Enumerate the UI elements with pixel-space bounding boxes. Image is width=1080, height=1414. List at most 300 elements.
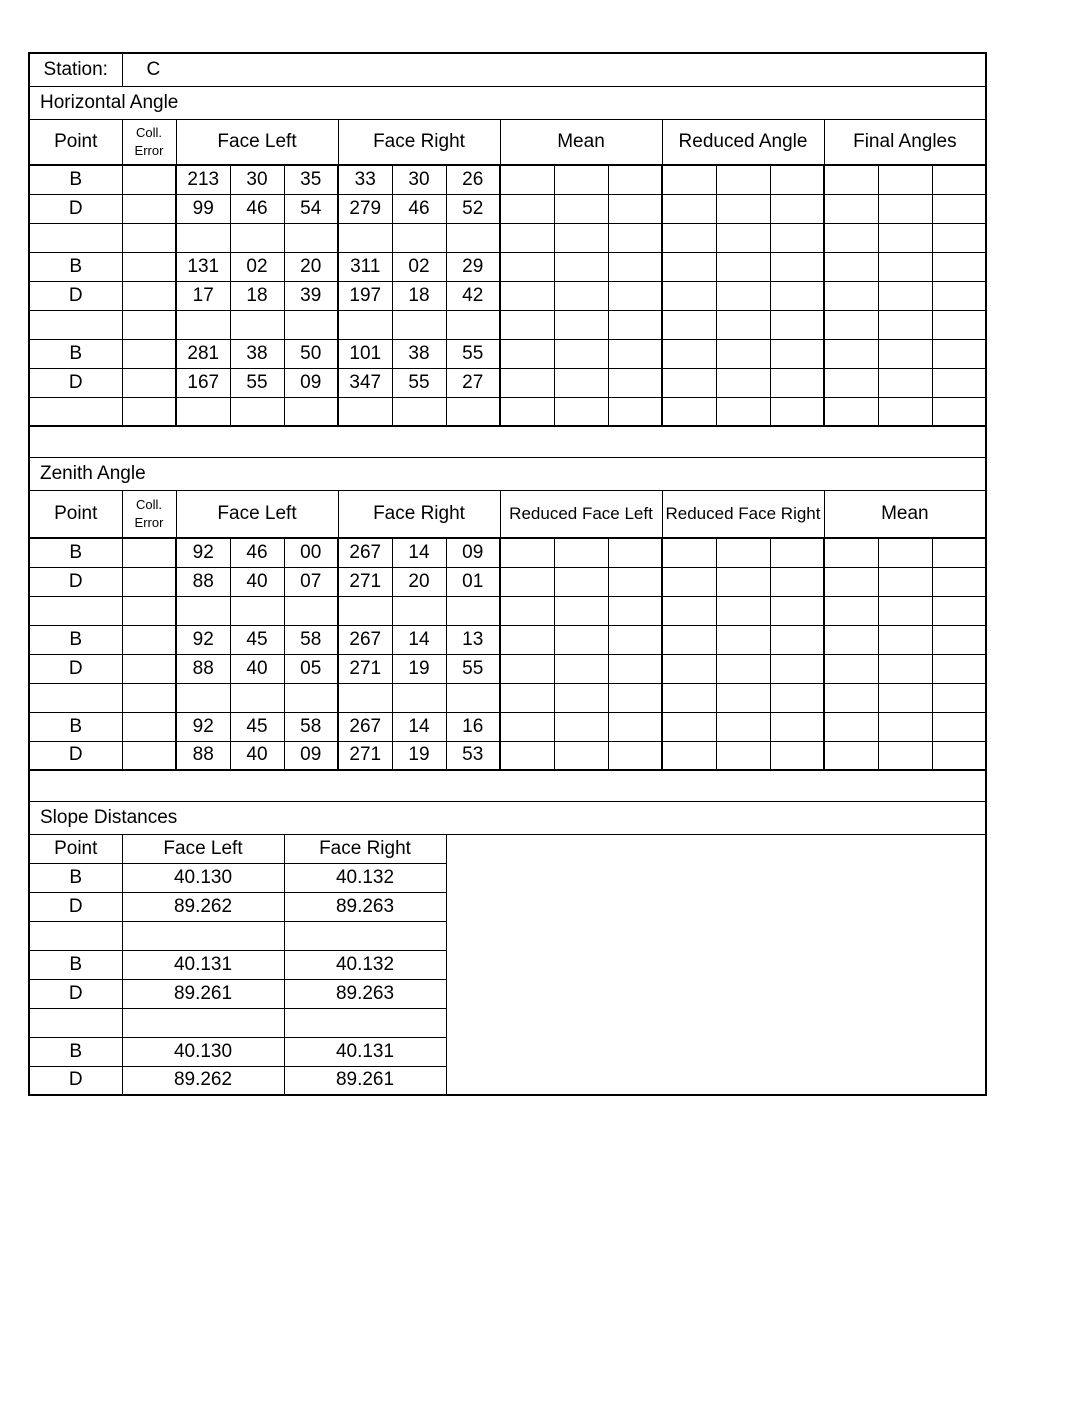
h-blank-cell — [554, 252, 608, 281]
z-blank-cell — [878, 538, 932, 567]
z-blank-cell — [932, 538, 986, 567]
z-blank-cell — [554, 712, 608, 741]
h-blank-cell — [608, 165, 662, 194]
h-face-right-cell — [392, 397, 446, 426]
h-table-row — [29, 281, 986, 310]
z-point-cell — [29, 596, 122, 625]
z-blank-cell — [662, 567, 716, 596]
z-blank-cell — [932, 625, 986, 654]
h-blank-cell — [716, 252, 770, 281]
h-face-left-cell: 281 — [176, 339, 230, 368]
z-coll-error-cell — [122, 567, 176, 596]
z-table-row — [29, 741, 986, 770]
z-face-left-cell: 05 — [284, 654, 338, 683]
z-face-right-cell: 01 — [446, 567, 500, 596]
z-face-right-cell: 267 — [338, 538, 392, 567]
h-face-right-cell: 55 — [392, 368, 446, 397]
h-face-left-cell — [230, 310, 284, 339]
z-blank-cell — [770, 654, 824, 683]
z-face-left-cell — [230, 683, 284, 712]
z-blank-cell — [500, 625, 554, 654]
h-face-right-cell: 46 — [392, 194, 446, 223]
z-face-right-cell: 55 — [446, 654, 500, 683]
h-face-right-cell — [338, 223, 392, 252]
z-face-left-cell — [176, 596, 230, 625]
h-face-right-cell: 197 — [338, 281, 392, 310]
h-blank-cell — [716, 281, 770, 310]
z-blank-cell — [608, 538, 662, 567]
h-header-mean: Mean — [500, 119, 662, 165]
h-blank-cell — [554, 310, 608, 339]
z-blank-cell — [878, 596, 932, 625]
h-header-final-angles: Final Angles — [824, 119, 986, 165]
z-blank-cell — [878, 625, 932, 654]
z-coll-error-cell — [122, 596, 176, 625]
s-point-cell: D — [29, 979, 122, 1008]
h-face-right-cell: 38 — [392, 339, 446, 368]
s-face-left-cell: 40.130 — [122, 1037, 284, 1066]
z-face-left-cell: 45 — [230, 712, 284, 741]
h-table-row — [29, 339, 986, 368]
h-face-left-cell: 213 — [176, 165, 230, 194]
s-face-left-cell — [122, 1008, 284, 1037]
z-face-left-cell: 09 — [284, 741, 338, 770]
h-face-left-cell: 02 — [230, 252, 284, 281]
z-face-right-cell: 20 — [392, 567, 446, 596]
h-blank-cell — [716, 165, 770, 194]
h-blank-cell — [824, 252, 878, 281]
h-table-row — [29, 165, 986, 194]
s-face-right-cell — [284, 1008, 446, 1037]
z-face-right-cell: 13 — [446, 625, 500, 654]
h-header-coll-error: Coll. Error — [122, 119, 176, 165]
h-blank-cell — [824, 339, 878, 368]
z-blank-cell — [716, 596, 770, 625]
h-face-left-cell: 30 — [230, 165, 284, 194]
h-blank-cell — [500, 339, 554, 368]
z-blank-cell — [662, 741, 716, 770]
h-blank-cell — [770, 397, 824, 426]
s-face-left-cell: 89.261 — [122, 979, 284, 1008]
h-blank-cell — [662, 310, 716, 339]
h-blank-cell — [662, 368, 716, 397]
h-face-left-cell: 09 — [284, 368, 338, 397]
s-header-face-left: Face Left — [122, 834, 284, 863]
h-blank-cell — [500, 281, 554, 310]
h-blank-cell — [932, 252, 986, 281]
z-face-left-cell: 40 — [230, 654, 284, 683]
h-table-row — [29, 252, 986, 281]
s-point-cell: B — [29, 863, 122, 892]
h-face-right-cell — [392, 310, 446, 339]
h-blank-cell — [824, 368, 878, 397]
z-blank-cell — [824, 625, 878, 654]
z-blank-cell — [554, 741, 608, 770]
z-blank-cell — [878, 741, 932, 770]
z-blank-cell — [662, 625, 716, 654]
z-face-right-cell: 19 — [392, 654, 446, 683]
h-blank-cell — [716, 310, 770, 339]
z-face-right-cell: 271 — [338, 741, 392, 770]
z-face-left-cell: 92 — [176, 538, 230, 567]
z-blank-cell — [878, 654, 932, 683]
z-face-left-cell: 45 — [230, 625, 284, 654]
h-face-right-cell: 02 — [392, 252, 446, 281]
z-point-cell: D — [29, 567, 122, 596]
h-face-right-cell: 279 — [338, 194, 392, 223]
h-blank-cell — [554, 339, 608, 368]
h-face-right-cell: 27 — [446, 368, 500, 397]
z-header-face-left: Face Left — [176, 490, 338, 538]
h-face-left-cell — [176, 397, 230, 426]
z-face-right-cell: 271 — [338, 567, 392, 596]
h-blank-cell — [608, 223, 662, 252]
z-coll-error-cell — [122, 654, 176, 683]
z-face-right-cell: 53 — [446, 741, 500, 770]
s-face-left-cell: 89.262 — [122, 1066, 284, 1095]
section-separator — [29, 770, 986, 801]
z-blank-cell — [500, 567, 554, 596]
slope-section-title: Slope Distances — [29, 801, 986, 834]
h-face-right-cell — [338, 310, 392, 339]
z-blank-cell — [770, 567, 824, 596]
z-face-right-cell: 16 — [446, 712, 500, 741]
z-face-right-cell: 267 — [338, 712, 392, 741]
h-point-cell: B — [29, 339, 122, 368]
z-face-left-cell: 92 — [176, 625, 230, 654]
z-table-row — [29, 596, 986, 625]
z-face-left-cell: 00 — [284, 538, 338, 567]
h-blank-cell — [500, 397, 554, 426]
h-face-right-cell: 29 — [446, 252, 500, 281]
z-blank-cell — [554, 567, 608, 596]
z-blank-cell — [662, 683, 716, 712]
z-blank-cell — [932, 683, 986, 712]
z-blank-cell — [824, 741, 878, 770]
s-face-left-cell: 40.130 — [122, 863, 284, 892]
h-coll-error-cell — [122, 339, 176, 368]
h-header-point: Point — [29, 119, 122, 165]
z-blank-cell — [500, 683, 554, 712]
h-blank-cell — [554, 281, 608, 310]
h-blank-cell — [770, 165, 824, 194]
z-blank-cell — [770, 741, 824, 770]
h-blank-cell — [500, 165, 554, 194]
z-blank-cell — [608, 625, 662, 654]
h-face-right-cell — [446, 310, 500, 339]
h-face-left-cell: 20 — [284, 252, 338, 281]
z-point-cell: D — [29, 654, 122, 683]
z-face-left-cell: 88 — [176, 567, 230, 596]
h-coll-error-cell — [122, 223, 176, 252]
z-point-cell: B — [29, 712, 122, 741]
h-face-right-cell — [392, 223, 446, 252]
h-coll-error-cell — [122, 310, 176, 339]
h-blank-cell — [662, 223, 716, 252]
z-coll-error-cell — [122, 683, 176, 712]
z-header-reduced-face-left: Reduced Face Left — [500, 490, 662, 538]
h-face-left-cell — [284, 397, 338, 426]
z-coll-error-cell — [122, 712, 176, 741]
station-label: Station: — [29, 53, 122, 86]
z-table-row — [29, 654, 986, 683]
z-blank-cell — [554, 538, 608, 567]
h-blank-cell — [554, 397, 608, 426]
h-face-left-cell: 131 — [176, 252, 230, 281]
z-header-point: Point — [29, 490, 122, 538]
h-face-right-cell: 52 — [446, 194, 500, 223]
h-blank-cell — [932, 310, 986, 339]
z-blank-cell — [662, 712, 716, 741]
h-face-right-cell: 18 — [392, 281, 446, 310]
h-blank-cell — [824, 165, 878, 194]
z-blank-cell — [554, 683, 608, 712]
h-face-right-cell — [446, 397, 500, 426]
z-face-left-cell: 40 — [230, 567, 284, 596]
z-blank-cell — [554, 654, 608, 683]
z-table-row — [29, 538, 986, 567]
h-header-face-right: Face Right — [338, 119, 500, 165]
z-blank-cell — [824, 596, 878, 625]
z-face-right-cell — [392, 683, 446, 712]
h-blank-cell — [824, 194, 878, 223]
z-blank-cell — [932, 712, 986, 741]
s-face-right-cell: 89.263 — [284, 979, 446, 1008]
z-table-row — [29, 625, 986, 654]
h-face-right-cell: 55 — [446, 339, 500, 368]
h-table-row — [29, 397, 986, 426]
z-blank-cell — [716, 625, 770, 654]
z-blank-cell — [878, 683, 932, 712]
s-face-right-cell: 40.132 — [284, 950, 446, 979]
z-table-row — [29, 712, 986, 741]
h-blank-cell — [824, 397, 878, 426]
z-blank-cell — [932, 741, 986, 770]
h-point-cell: D — [29, 281, 122, 310]
h-face-right-cell — [338, 397, 392, 426]
h-blank-cell — [716, 223, 770, 252]
z-blank-cell — [500, 596, 554, 625]
h-face-left-cell — [284, 310, 338, 339]
h-face-left-cell: 99 — [176, 194, 230, 223]
h-blank-cell — [500, 368, 554, 397]
z-blank-cell — [608, 741, 662, 770]
h-blank-cell — [716, 339, 770, 368]
z-blank-cell — [608, 596, 662, 625]
s-point-cell: B — [29, 950, 122, 979]
h-blank-cell — [662, 397, 716, 426]
h-face-left-cell: 18 — [230, 281, 284, 310]
s-face-right-cell — [284, 921, 446, 950]
z-face-left-cell: 58 — [284, 625, 338, 654]
s-point-cell — [29, 1008, 122, 1037]
survey-table — [28, 52, 987, 1096]
h-blank-cell — [716, 397, 770, 426]
z-blank-cell — [554, 625, 608, 654]
z-face-right-cell — [446, 683, 500, 712]
h-blank-cell — [932, 368, 986, 397]
z-header-coll-error: Coll. Error — [122, 490, 176, 538]
h-blank-cell — [608, 368, 662, 397]
h-blank-cell — [662, 194, 716, 223]
h-point-cell — [29, 223, 122, 252]
h-face-right-cell: 26 — [446, 165, 500, 194]
z-face-left-cell — [230, 596, 284, 625]
z-coll-error-cell — [122, 625, 176, 654]
h-table-row — [29, 310, 986, 339]
z-point-cell — [29, 683, 122, 712]
station-value: C — [122, 53, 986, 86]
h-coll-error-cell — [122, 252, 176, 281]
h-coll-error-cell — [122, 281, 176, 310]
z-blank-cell — [662, 596, 716, 625]
h-blank-cell — [878, 252, 932, 281]
h-face-left-cell — [230, 223, 284, 252]
z-blank-cell — [716, 654, 770, 683]
h-face-left-cell — [176, 223, 230, 252]
z-face-left-cell — [176, 683, 230, 712]
h-header-reduced-angle: Reduced Angle — [662, 119, 824, 165]
h-table-row — [29, 194, 986, 223]
z-blank-cell — [770, 538, 824, 567]
h-blank-cell — [662, 281, 716, 310]
z-blank-cell — [824, 654, 878, 683]
h-point-cell: B — [29, 252, 122, 281]
h-face-left-cell: 55 — [230, 368, 284, 397]
h-face-left-cell: 167 — [176, 368, 230, 397]
z-blank-cell — [608, 654, 662, 683]
h-face-left-cell: 38 — [230, 339, 284, 368]
h-point-cell — [29, 310, 122, 339]
h-blank-cell — [500, 252, 554, 281]
z-point-cell: D — [29, 741, 122, 770]
z-face-right-cell: 267 — [338, 625, 392, 654]
z-table-row — [29, 567, 986, 596]
h-face-left-cell — [176, 310, 230, 339]
h-blank-cell — [608, 194, 662, 223]
z-face-left-cell: 40 — [230, 741, 284, 770]
h-point-cell: D — [29, 368, 122, 397]
h-face-left-cell — [230, 397, 284, 426]
z-coll-error-cell — [122, 538, 176, 567]
z-face-left-cell: 92 — [176, 712, 230, 741]
h-blank-cell — [554, 223, 608, 252]
z-point-cell: B — [29, 538, 122, 567]
z-header-face-right: Face Right — [338, 490, 500, 538]
h-face-right-cell: 33 — [338, 165, 392, 194]
z-blank-cell — [500, 741, 554, 770]
z-blank-cell — [500, 538, 554, 567]
h-blank-cell — [770, 194, 824, 223]
h-blank-cell — [554, 194, 608, 223]
h-blank-cell — [500, 223, 554, 252]
h-blank-cell — [878, 194, 932, 223]
h-face-left-cell: 17 — [176, 281, 230, 310]
z-blank-cell — [932, 596, 986, 625]
z-face-right-cell — [338, 683, 392, 712]
h-blank-cell — [878, 339, 932, 368]
h-blank-cell — [824, 281, 878, 310]
h-blank-cell — [608, 252, 662, 281]
s-point-cell: D — [29, 892, 122, 921]
h-blank-cell — [716, 368, 770, 397]
h-point-cell: D — [29, 194, 122, 223]
z-blank-cell — [500, 712, 554, 741]
z-blank-cell — [770, 712, 824, 741]
h-blank-cell — [716, 194, 770, 223]
h-blank-cell — [500, 310, 554, 339]
h-coll-error-cell — [122, 368, 176, 397]
z-face-right-cell — [392, 596, 446, 625]
h-face-right-cell: 42 — [446, 281, 500, 310]
z-blank-cell — [608, 683, 662, 712]
h-blank-cell — [554, 368, 608, 397]
h-blank-cell — [878, 397, 932, 426]
z-face-right-cell: 271 — [338, 654, 392, 683]
h-face-left-cell: 39 — [284, 281, 338, 310]
z-blank-cell — [824, 567, 878, 596]
h-blank-cell — [878, 165, 932, 194]
z-face-left-cell: 46 — [230, 538, 284, 567]
h-point-cell — [29, 397, 122, 426]
z-blank-cell — [716, 567, 770, 596]
h-blank-cell — [878, 368, 932, 397]
h-blank-cell — [932, 397, 986, 426]
z-blank-cell — [608, 712, 662, 741]
z-blank-cell — [878, 712, 932, 741]
z-blank-cell — [716, 741, 770, 770]
z-face-right-cell — [446, 596, 500, 625]
z-blank-cell — [500, 654, 554, 683]
z-face-left-cell: 88 — [176, 654, 230, 683]
h-coll-error-cell — [122, 194, 176, 223]
s-header-face-right: Face Right — [284, 834, 446, 863]
z-blank-cell — [608, 567, 662, 596]
s-face-left-cell: 89.262 — [122, 892, 284, 921]
h-face-left-cell: 50 — [284, 339, 338, 368]
h-blank-cell — [770, 252, 824, 281]
h-blank-cell — [824, 310, 878, 339]
section-separator — [29, 426, 986, 457]
h-point-cell: B — [29, 165, 122, 194]
slope-empty-area — [446, 834, 986, 1095]
h-blank-cell — [878, 281, 932, 310]
z-blank-cell — [554, 596, 608, 625]
h-face-right-cell: 30 — [392, 165, 446, 194]
h-blank-cell — [770, 368, 824, 397]
h-blank-cell — [554, 165, 608, 194]
h-blank-cell — [824, 223, 878, 252]
z-face-left-cell — [284, 683, 338, 712]
z-blank-cell — [770, 683, 824, 712]
h-blank-cell — [770, 281, 824, 310]
z-blank-cell — [932, 567, 986, 596]
z-face-left-cell: 58 — [284, 712, 338, 741]
h-blank-cell — [608, 281, 662, 310]
h-coll-error-cell — [122, 397, 176, 426]
z-face-right-cell: 09 — [446, 538, 500, 567]
s-face-right-cell: 89.261 — [284, 1066, 446, 1095]
s-face-right-cell: 40.132 — [284, 863, 446, 892]
z-face-right-cell: 14 — [392, 538, 446, 567]
s-face-left-cell: 40.131 — [122, 950, 284, 979]
h-blank-cell — [500, 194, 554, 223]
z-blank-cell — [770, 625, 824, 654]
h-blank-cell — [932, 165, 986, 194]
h-blank-cell — [770, 223, 824, 252]
h-coll-error-cell — [122, 165, 176, 194]
h-blank-cell — [932, 223, 986, 252]
